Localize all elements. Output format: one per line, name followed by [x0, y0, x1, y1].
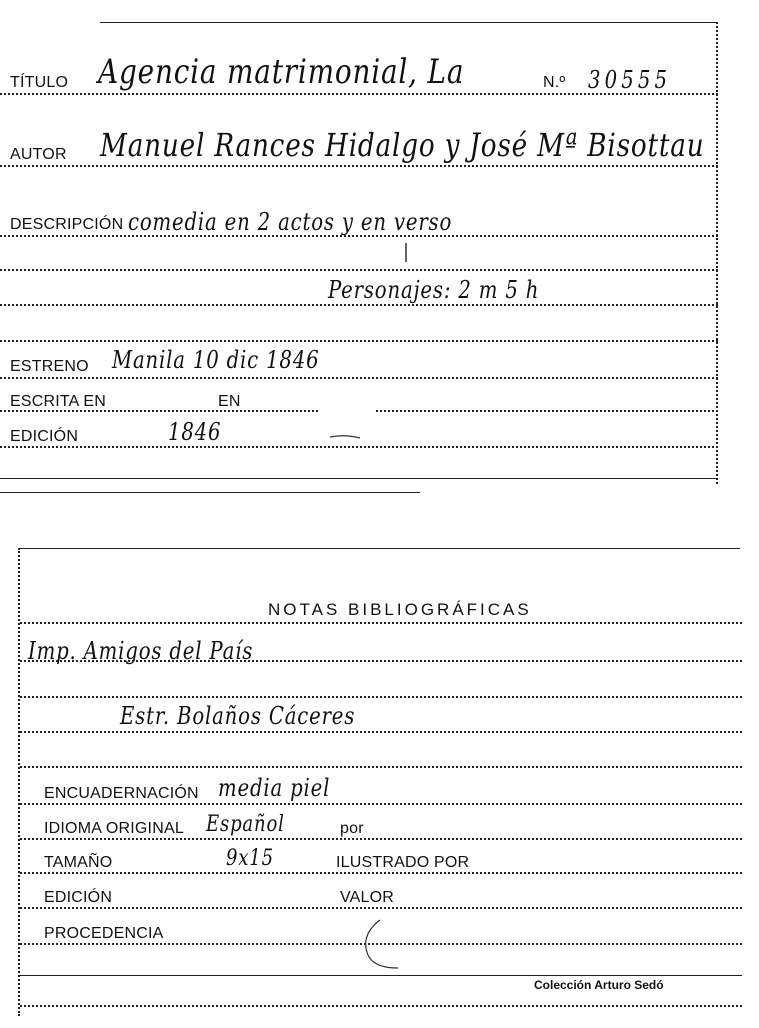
ilustrado-label: ILUSTRADO POR [336, 854, 470, 871]
tamano-value: 9x15 [226, 846, 274, 871]
edicion-value: 1846 [168, 418, 222, 446]
autor-label: AUTOR [10, 146, 67, 163]
descripcion-value: comedia en 2 actos y en verso [128, 208, 453, 236]
bracket-mark [366, 920, 398, 968]
valor-label: VALOR [340, 889, 395, 906]
encuadernacion-value: media piel [218, 774, 331, 802]
estreno-value: Manila 10 dic 1846 [112, 346, 320, 374]
edicion2-label: EDICIÓN [44, 889, 113, 906]
escrita-label: ESCRITA EN [10, 393, 106, 410]
autor-value: Manuel Rances Hidalgo y José Mª Bisottau [100, 126, 705, 164]
idioma-label: IDIOMA ORIGINAL [44, 820, 184, 837]
edicion-label: EDICIÓN [10, 428, 79, 445]
numero-label: N.º [543, 74, 566, 91]
por-label: por [340, 820, 364, 837]
note-line2: Estr. Bolaños Cáceres [120, 702, 356, 730]
estreno-label: ESTRENO [10, 358, 89, 375]
descripcion-label: DESCRIPCIÓN [10, 216, 124, 233]
note-line1: Imp. Amigos del País [28, 637, 254, 665]
numero-value: 30555 [588, 66, 672, 94]
notas-heading: NOTAS BIBLIOGRÁFICAS [268, 600, 532, 619]
collection-footer: Colección Arturo Sedó [534, 978, 664, 992]
dash-mark [330, 436, 360, 438]
en-label: EN [218, 393, 241, 410]
tamano-label: TAMAÑO [44, 854, 113, 871]
personajes-value: Personajes: 2 m 5 h [328, 276, 540, 304]
encuadernacion-label: ENCUADERNACIÓN [44, 785, 199, 802]
titulo-value: Agencia matrimonial, La [98, 52, 465, 92]
idioma-value: Español [206, 812, 285, 837]
titulo-label: TÍTULO [10, 74, 69, 91]
procedencia-label: PROCEDENCIA [44, 925, 164, 942]
